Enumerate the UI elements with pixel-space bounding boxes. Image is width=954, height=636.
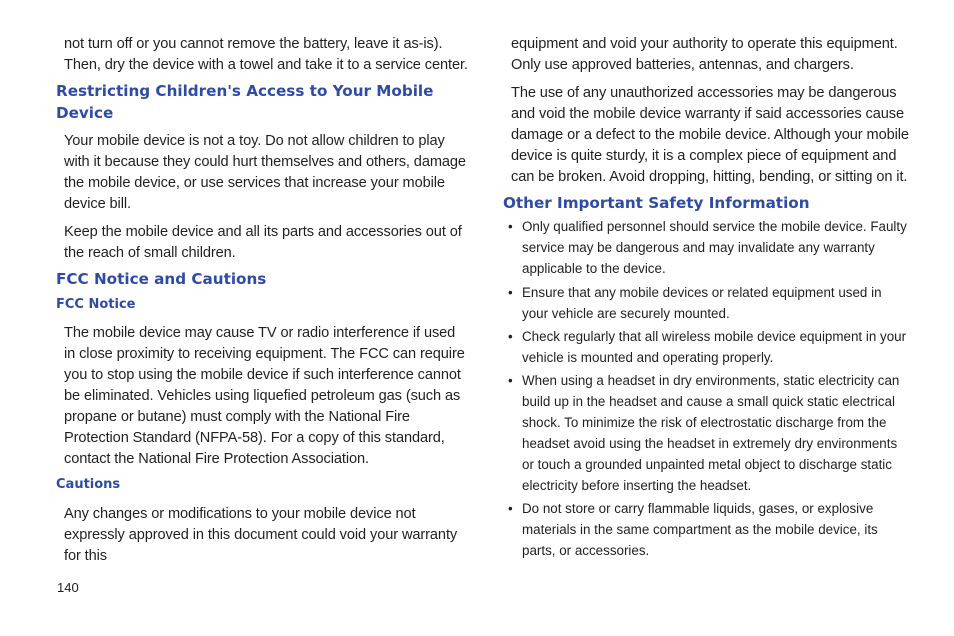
bullet-glyph: •: [508, 329, 513, 344]
section-heading-other-safety-info: Other Important Safety Information: [503, 194, 810, 212]
bullet-text: Only qualified personnel should service the mobile device. Faulty service may be dangerous and may invalidate any warranty applicable to the device.: [522, 219, 907, 276]
bullet-text: Check regularly that all wireless mobile device equipment in your vehicle is mounted and operating properly.: [522, 329, 907, 365]
continuation-paragraph: not turn off or you cannot remove the battery, leave it as-is). Then, dry the device with a towel and take it to a service center.: [64, 36, 468, 73]
bullet-glyph: •: [508, 219, 513, 234]
subheading-cautions: Cautions: [56, 477, 121, 492]
bullet-glyph: •: [508, 285, 513, 300]
paragraph-not-a-toy: Your mobile device is not a toy. Do not allow children to play with it because they could hurt themselves and others, damage the mobile device, or use services that increase your mobile device bill.: [64, 133, 466, 212]
paragraph-keep-out-of-reach: Keep the mobile device and all its parts and accessories out of the reach of small children.: [64, 224, 462, 261]
subheading-fcc-notice: FCC Notice: [56, 297, 136, 312]
bullet-text: Ensure that any mobile devices or related equipment used in your vehicle are securely mounted.: [522, 285, 882, 321]
continuation-paragraph: equipment and void your authority to operate this equipment. Only use approved batteries, antennas, and chargers.: [511, 36, 898, 73]
paragraph-fcc-notice: The mobile device may cause TV or radio interference if used in close proximity to receiving equipment. The FCC can require you to stop using the mobile device if such interference cannot be eliminated. Vehicles using liquefied petroleum gas (such as propane or butane) must comply with the National Fire Protection Standard (NFPA-58). For a copy of this standard, contact the National Fire Protection Association.: [64, 325, 465, 467]
paragraph-cautions: Any changes or modifications to your mobile device not expressly approved in this document could void your warranty for this: [64, 506, 458, 564]
bullet-glyph: •: [508, 373, 513, 388]
bullet-glyph: •: [508, 501, 513, 516]
paragraph-unauthorized-accessories: The use of any unauthorized accessories may be dangerous and void the mobile device warranty if said accessories cause damage or a defect to the mobile device. Although your mobile device is quite sturdy, it is a complex piece of equipment and can be broken. Avoid dropping, hitting, bending, or sitting on it.: [511, 85, 909, 185]
page-number: 140: [57, 580, 79, 595]
bullet-text: When using a headset in dry environments, static electricity can build up in the headset and cause a small quick static electrical shock. To minimize the risk of electrostatic discharge from the headset avoid using the headset in extremely dry environments or touch a grounded unpainted metal object to discharge static electricity before inserting the headset.: [522, 373, 900, 493]
bullet-text: Do not store or carry flammable liquids, gases, or explosive materials in the same compartment as the mobile device, its parts, or accessories.: [522, 501, 878, 558]
section-heading-fcc-notice-cautions: FCC Notice and Cautions: [56, 270, 267, 288]
section-heading-restricting-children: Restricting Children's Access to Your Mobile Device: [56, 82, 434, 122]
